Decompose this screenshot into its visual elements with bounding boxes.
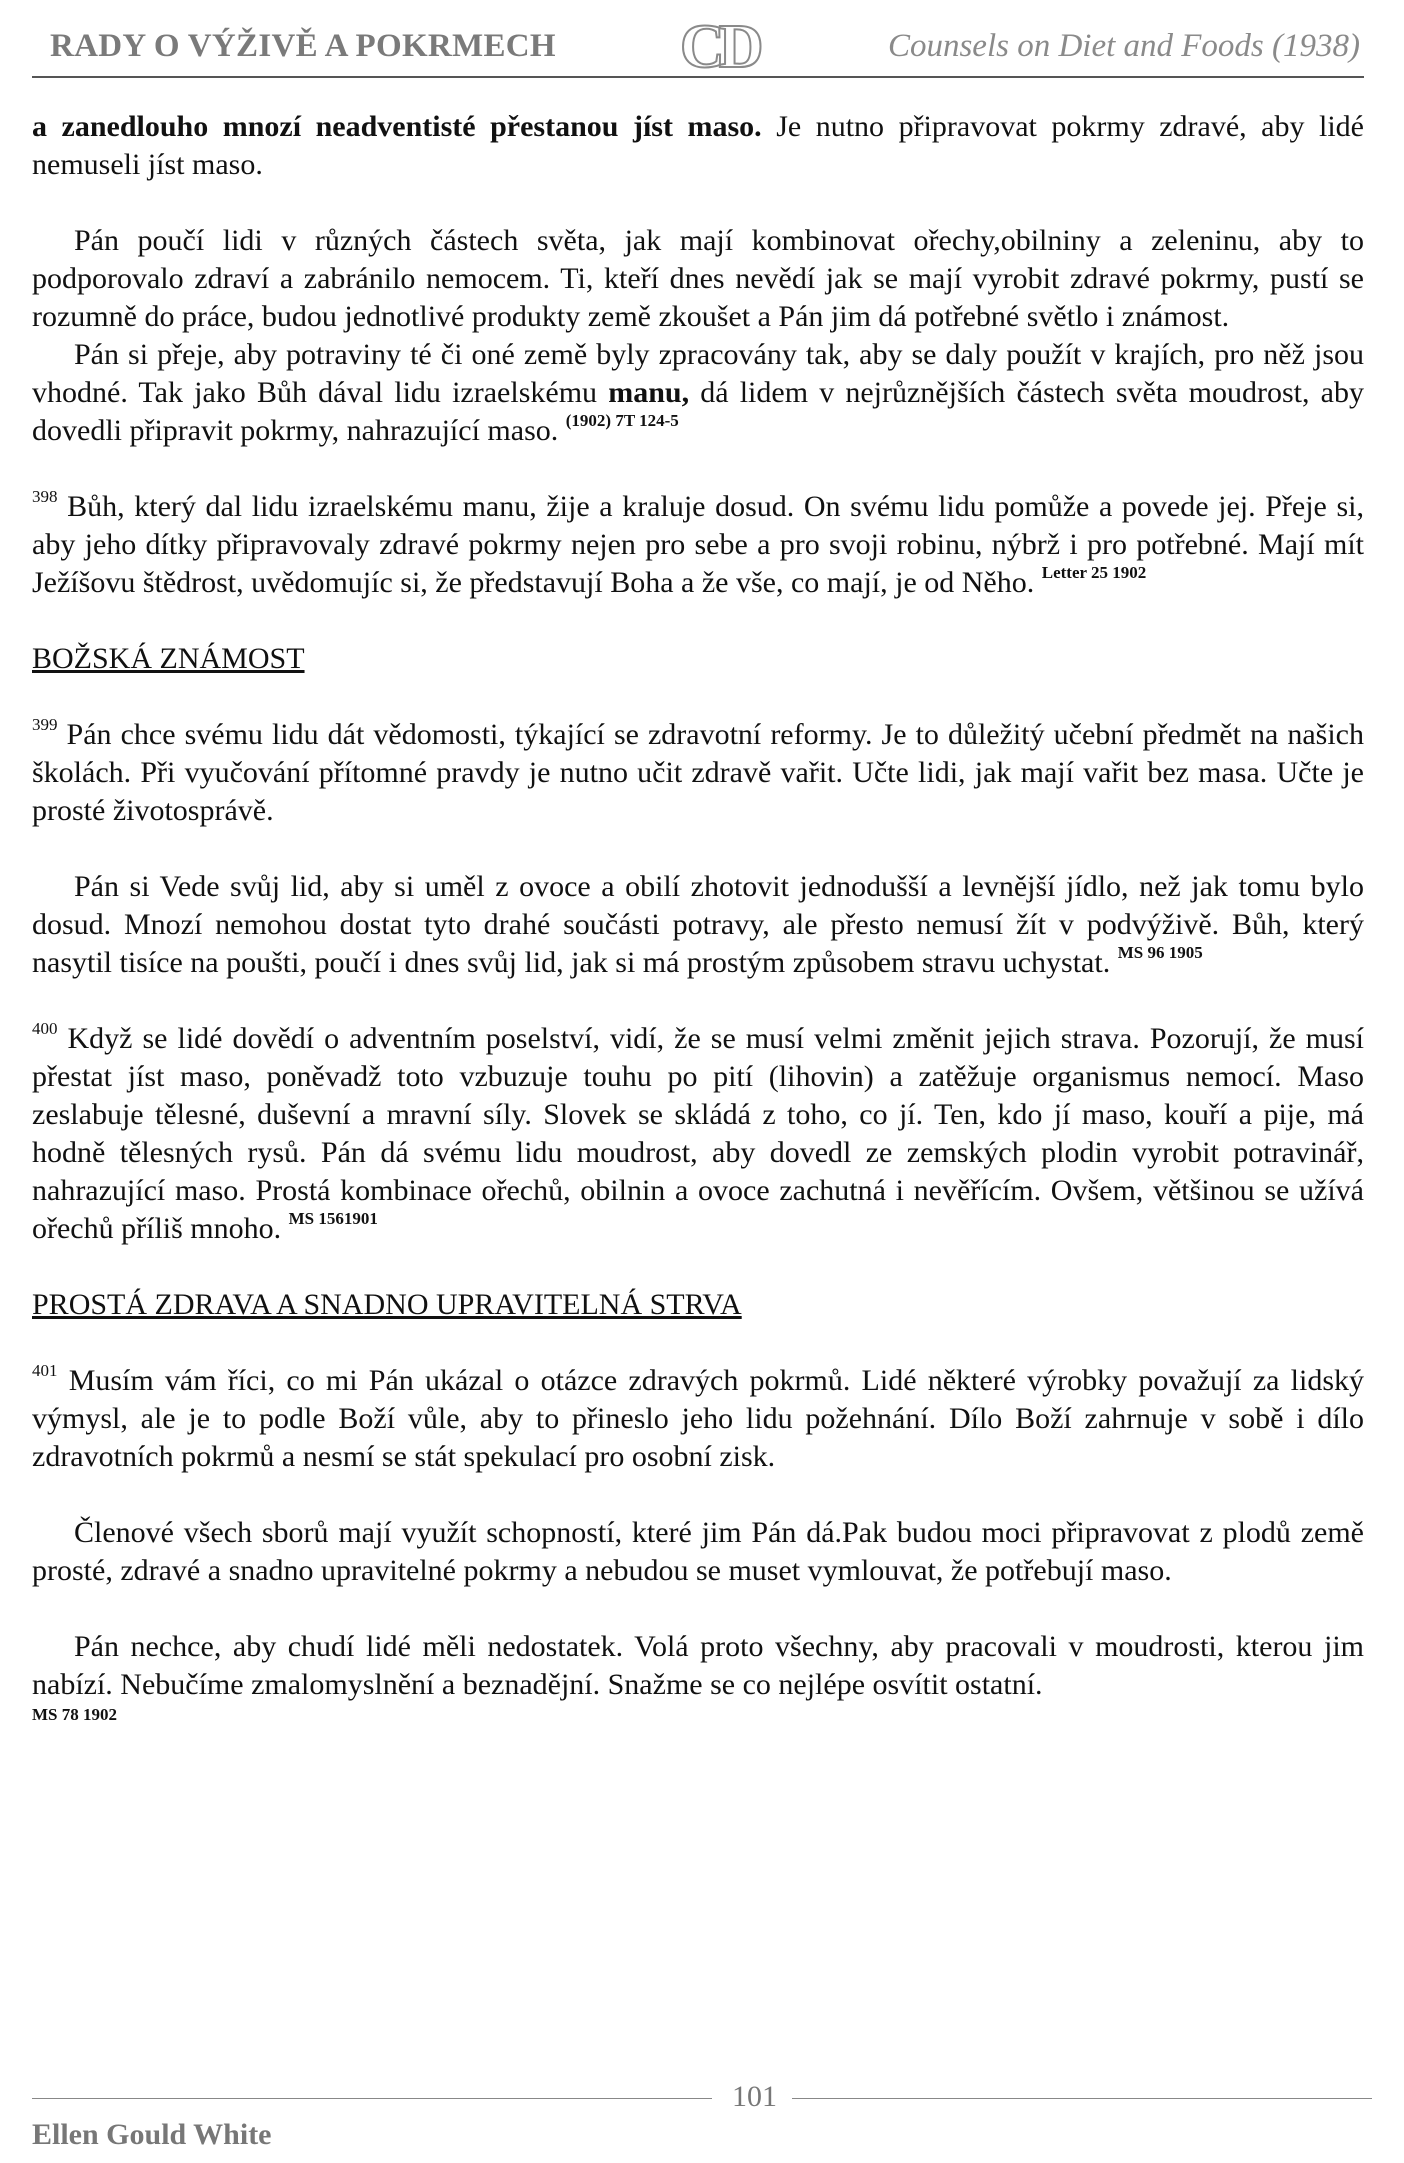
paragraph-text: Pán si Vede svůj lid, aby si uměl z ovoce a obilí zhotovit jednodušší a levnější jídlo, než jak tomu bylo dosud. Mnozí nemohou dostat tyto drahé součásti potravy, ale přesto nemusí žít v podvýživě. Bůh, který nasytil tisíce na poušti, poučí i dnes svůj lid, jak si má prostým způsobem stravu uchystat.: [32, 870, 1364, 979]
footer-rule: [792, 2098, 1372, 2099]
paragraph: [32, 488, 1364, 602]
reference: (1902) 7T 124-5: [565, 411, 679, 430]
paragraph: [32, 716, 1364, 830]
paragraph: [32, 336, 1364, 450]
paragraph: Pán poučí lidi v různých částech světa, jak mají kombinovat ořechy,obilniny a zeleninu, aby to podporovalo zdraví a zabránilo nemocem. Ti, kteří dnes nevědí jak se mají vyrobit zdravé pokrmy, pustí se rozumně do práce, budou jednotlivé produkty země zkoušet a Pán jim dá potřebné světlo i známost.: [32, 224, 1364, 333]
paragraph-number: 400: [32, 1019, 58, 1038]
paragraph-text: Je nutno připravovat pokrmy zdravé, aby lidé nemuseli jíst maso.: [32, 110, 1365, 181]
header-book-title: RADY O VÝŽIVĚ A POKRMECH: [50, 28, 556, 64]
header-rule: [32, 76, 1364, 78]
page-header: [32, 13, 1364, 81]
paragraph-text: Pán si přeje, aby potraviny té či oné země byly zpracovány tak, aby se daly použít v krajích, pro něž jsou vhodné. Tak jako Bůh dával lidu izraelskému: [32, 338, 1364, 409]
paragraph-number: 399: [32, 715, 58, 734]
paragraph-number: 398: [32, 487, 58, 506]
section-heading: BOŽSKÁ ZNÁMOST: [32, 642, 305, 675]
paragraph: [32, 1020, 1364, 1248]
section-heading: PROSTÁ ZDRAVA A SNADNO UPRAVITELNÁ STRVA: [32, 1288, 742, 1321]
reference: Letter 25 1902: [1041, 563, 1147, 582]
paragraph-text: Bůh, který dal lidu izraelskému manu, žije a kraluje dosud. On svému lidu pomůže a povede jej. Přeje si, aby jeho dítky připravovaly zdravé pokrmy nejen pro sebe a pro svoji robinu, nýbrž i pro potřebné. Mají mít Ježíšovu štědrost, uvědomujíc si, že představují Boha a že vše, co mají, je od Něho.: [32, 490, 1364, 599]
cd-logo: CD: [680, 13, 758, 81]
paragraph-text: Když se lidé dovědí o adventním poselství, vidí, že se musí velmi změnit jejich strava. Pozorují, že musí přestat jíst maso, poněvadž toto vzbuzuje touhu po pití (lihovin) a zatěžuje organismus nemocí. Maso zeslabuje tělesné, duševní a mravní síly. Slovek se skládá z toho, co jí. Ten, kdo jí maso, kouří a pije, má hodně tělesných rysů. Pán dá svému lidu moudrost, aby dovedl ze zemských plodin vyrobit potravinář, nahrazující maso. Prostá kombinace ořechů, obilnin a ovoce zachutná i nevěřícím. Ovšem, většinou se užívá ořechů příliš mnoho.: [32, 1022, 1364, 1245]
paragraph: [32, 868, 1364, 982]
paragraph-text: Musím vám říci, co mi Pán ukázal o otázce zdravých pokrmů. Lidé některé výrobky považují za lidský výmysl, ale je to podle Boží vůle, aby to přineslo jeho lidu požehnání. Dílo Boží zahrnuje v sobě i dílo zdravotních pokrmů a nesmí se stát spekulací pro osobní zisk.: [32, 1364, 1364, 1473]
reference: MS 1561901: [288, 1209, 378, 1228]
paragraph: Pán nechce, aby chudí lidé měli nedostatek. Volá proto všechny, aby pracovali v moudrosti, kterou jim nabízí. Nebučíme zmalomyslnění a beznadějní. Snažme se co nejlépe osvítit ostatní.: [32, 1630, 1364, 1701]
paragraph-number: 401: [32, 1361, 58, 1380]
reference: MS 96 1905: [1117, 943, 1203, 962]
page-footer: [32, 2078, 1372, 2151]
page-content: [32, 108, 1364, 1726]
bold-text: manu,: [608, 376, 690, 409]
header-english-title: Counsels on Diet and Foods (1938): [887, 28, 1360, 64]
bold-text: a zanedlouho mnozí neadventisté přestanou jíst maso.: [32, 110, 762, 143]
paragraph-text: Pán chce svému lidu dát vědomosti, týkající se zdravotní reformy. Je to důležitý učební předmět na našich školách. Při vyučování přítomné pravdy je nutno učit zdravě vařit. Učte lidi, jak mají vařit bez masa. Učte je prosté životosprávě.: [32, 718, 1364, 827]
page-number: 101: [732, 2080, 777, 2113]
reference: MS 78 1902: [32, 1705, 117, 1724]
paragraph: [32, 1362, 1364, 1476]
footer-rule: [32, 2098, 712, 2099]
paragraph: [32, 108, 1364, 184]
paragraph: Členové všech sborů mají využít schopností, které jim Pán dá.Pak budou moci připravovat z plodů země prosté, zdravé a snadno upravitelné pokrmy a nebudou se muset vymlouvat, že potřebují maso.: [32, 1516, 1364, 1587]
paragraph-text: dá lidem v nejrůznějších částech světa moudrost, aby dovedli připravit pokrmy, nahrazující maso.: [32, 376, 1365, 447]
footer-author: Ellen Gould White: [32, 2118, 272, 2151]
